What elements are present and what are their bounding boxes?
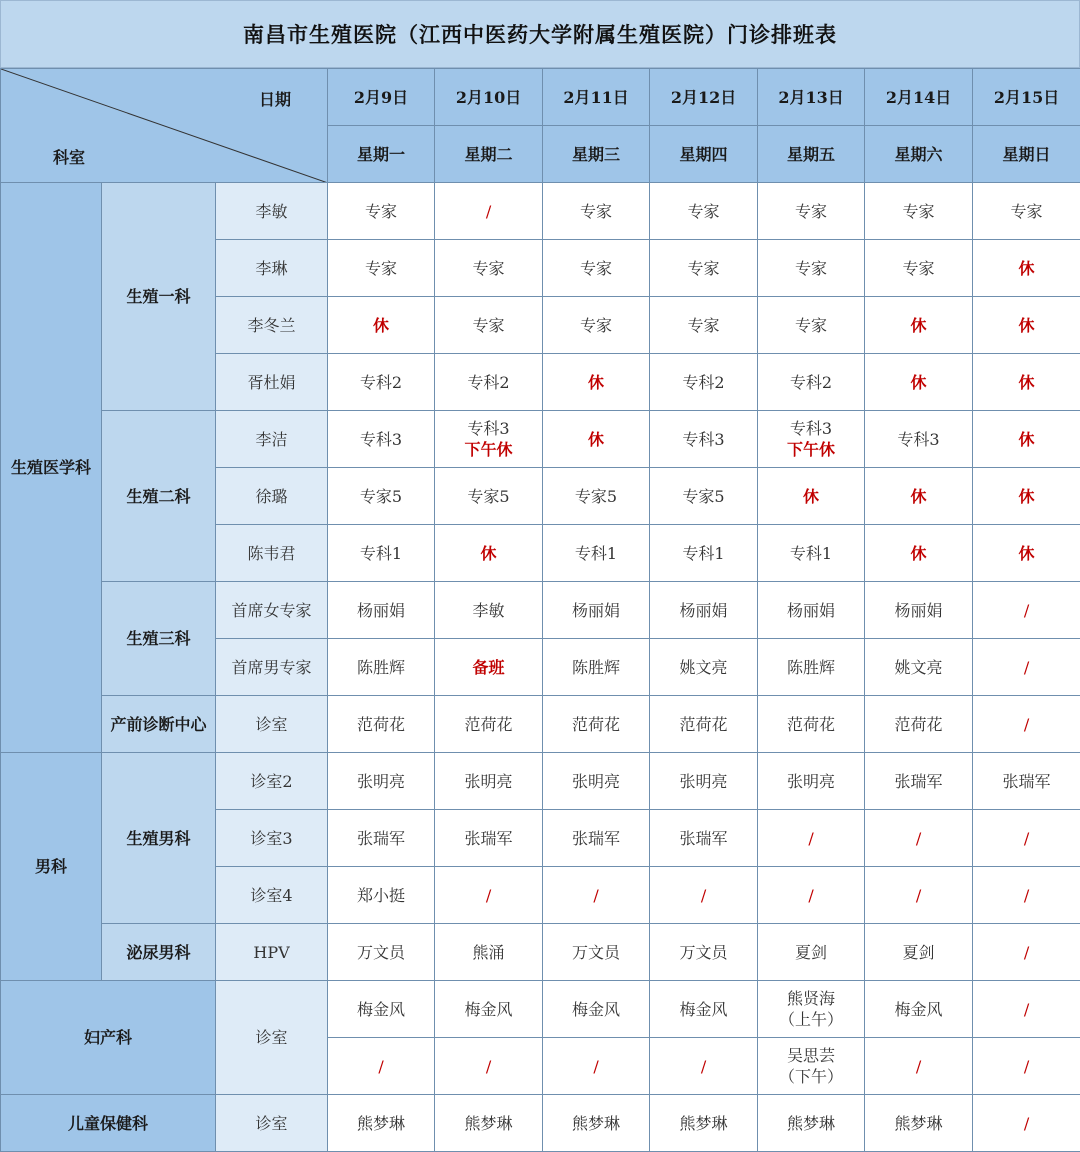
schedule-cell [650, 753, 758, 810]
schedule-cell-text: 专家 [435, 315, 542, 336]
schedule-cell-text: 休 [973, 315, 1080, 336]
schedule-cell [973, 1038, 1080, 1095]
schedule-cell-text: 杨丽娟 [543, 600, 649, 621]
schedule-cell-text: / [650, 1056, 757, 1077]
table-row [1, 981, 1080, 1038]
schedule-cell [543, 696, 650, 753]
doctor-cell: 诊室2 [216, 753, 328, 810]
schedule-cell [543, 639, 650, 696]
schedule-cell-text: / [543, 885, 649, 906]
subdepartment-cell: 生殖二科 [102, 411, 216, 582]
schedule-cell-text: 杨丽娟 [865, 600, 972, 621]
date-header: 2月11日 [543, 69, 650, 126]
schedule-cell-text: 专科1 [328, 543, 434, 564]
schedule-cell [973, 240, 1080, 297]
schedule-cell [435, 981, 543, 1038]
schedule-cell-text: 张瑞军 [328, 828, 434, 849]
schedule-cell-text: 张明亮 [758, 771, 864, 792]
schedule-cell [865, 1095, 973, 1152]
weekday-header: 星期五 [758, 126, 865, 183]
schedule-cell-text: 张明亮 [435, 771, 542, 792]
schedule-cell [435, 1095, 543, 1152]
schedule-cell-text: 休 [973, 258, 1080, 279]
schedule-cell-text: 陈胜辉 [328, 657, 434, 678]
schedule-cell [973, 468, 1080, 525]
schedule-cell-text: 专家 [435, 258, 542, 279]
schedule-cell-text: 陈胜辉 [758, 657, 864, 678]
schedule-cell [543, 981, 650, 1038]
schedule-cell-text: 专科1 [650, 543, 757, 564]
schedule-cell-text: 专科3 [758, 418, 864, 439]
doctor-cell: 李琳 [216, 240, 328, 297]
schedule-cell-text: / [758, 828, 864, 849]
schedule-cell [973, 924, 1080, 981]
schedule-cell-text: 休 [865, 372, 972, 393]
schedule-cell-text: / [973, 828, 1080, 849]
schedule-cell-text: 休 [973, 429, 1080, 450]
schedule-cell-text: 专科3 [865, 429, 972, 450]
schedule-cell-text: 专家5 [543, 486, 649, 507]
schedule-cell-text: 张瑞军 [865, 771, 972, 792]
schedule-cell [328, 297, 435, 354]
schedule-cell [328, 582, 435, 639]
schedule-cell-text: 梅金风 [435, 999, 542, 1020]
schedule-cell [435, 240, 543, 297]
diagonal-line [1, 69, 328, 183]
weekday-header: 星期六 [865, 126, 973, 183]
schedule-cell-text: 张瑞军 [543, 828, 649, 849]
schedule-cell [650, 468, 758, 525]
schedule-cell-text: 专家 [865, 201, 972, 222]
schedule-cell [328, 639, 435, 696]
date-header: 2月13日 [758, 69, 865, 126]
schedule-cell [650, 639, 758, 696]
schedule-cell-text: 专科2 [758, 372, 864, 393]
schedule-cell-text: 姚文亮 [650, 657, 757, 678]
schedule-cell [435, 297, 543, 354]
schedule-cell [650, 810, 758, 867]
schedule-cell-text: 李敏 [435, 600, 542, 621]
schedule-cell [758, 639, 865, 696]
schedule-cell-text: 专家5 [328, 486, 434, 507]
weekday-header: 星期三 [543, 126, 650, 183]
dept-axis-label: 科室 [53, 147, 85, 168]
schedule-cell [435, 468, 543, 525]
schedule-cell [328, 867, 435, 924]
schedule-cell-text: / [973, 885, 1080, 906]
schedule-cell-text: 范荷花 [758, 714, 864, 735]
schedule-cell-text: （下午） [758, 1066, 864, 1087]
schedule-cell [973, 354, 1080, 411]
department-cell: 生殖医学科 [1, 183, 102, 753]
schedule-cell-text: 陈胜辉 [543, 657, 649, 678]
schedule-cell [328, 354, 435, 411]
doctor-cell: 徐璐 [216, 468, 328, 525]
schedule-cell-text: 休 [543, 372, 649, 393]
schedule-cell [865, 981, 973, 1038]
schedule-cell [328, 924, 435, 981]
weekday-header: 星期一 [328, 126, 435, 183]
schedule-cell-text: / [973, 714, 1080, 735]
schedule-cell [435, 639, 543, 696]
schedule-cell [328, 525, 435, 582]
schedule-cell [543, 582, 650, 639]
schedule-cell-text: / [435, 201, 542, 222]
schedule-cell [328, 981, 435, 1038]
schedule-cell-text: / [758, 885, 864, 906]
schedule-cell-text: / [435, 885, 542, 906]
schedule-cell-text: 休 [435, 543, 542, 564]
schedule-cell-text: 专科3 [435, 418, 542, 439]
schedule-cell [973, 810, 1080, 867]
doctor-cell: 李洁 [216, 411, 328, 468]
schedule-cell [973, 525, 1080, 582]
schedule-cell [973, 582, 1080, 639]
schedule-cell [543, 1038, 650, 1095]
schedule-cell-text: 梅金风 [328, 999, 434, 1020]
schedule-cell [328, 753, 435, 810]
schedule-cell [650, 525, 758, 582]
schedule-cell [865, 297, 973, 354]
schedule-cell [865, 468, 973, 525]
doctor-cell: 诊室 [216, 981, 328, 1095]
schedule-cell [435, 696, 543, 753]
doctor-cell: 诊室 [216, 1095, 328, 1152]
schedule-cell-text: 夏剑 [865, 942, 972, 963]
schedule-cell-text: 专家 [543, 201, 649, 222]
schedule-cell-text: 郑小挺 [328, 885, 434, 906]
schedule-cell [758, 240, 865, 297]
doctor-cell: 李冬兰 [216, 297, 328, 354]
schedule-cell-text: 专家5 [650, 486, 757, 507]
schedule-cell [865, 183, 973, 240]
schedule-cell [865, 1038, 973, 1095]
schedule-cell [650, 1038, 758, 1095]
schedule-cell-text: 熊贤海 [758, 988, 864, 1009]
schedule-cell-text: 熊梦琳 [543, 1113, 649, 1134]
schedule-cell-text: 姚文亮 [865, 657, 972, 678]
schedule-cell [543, 297, 650, 354]
schedule-cell-text: / [328, 1056, 434, 1077]
schedule-cell-text: 熊梦琳 [758, 1113, 864, 1134]
schedule-cell-text: / [865, 885, 972, 906]
schedule-cell-text: 专家 [543, 315, 649, 336]
schedule-cell-text: 范荷花 [650, 714, 757, 735]
schedule-cell [758, 468, 865, 525]
schedule-cell [543, 525, 650, 582]
schedule-cell-text: 万文员 [650, 942, 757, 963]
schedule-cell-text: 休 [973, 486, 1080, 507]
doctor-cell: 李敏 [216, 183, 328, 240]
doctor-cell: 首席男专家 [216, 639, 328, 696]
schedule-cell [650, 240, 758, 297]
schedule-cell-text: 专科2 [650, 372, 757, 393]
weekday-header: 星期四 [650, 126, 758, 183]
schedule-cell-text: 张明亮 [543, 771, 649, 792]
table-row [1, 411, 1080, 468]
schedule-cell-text: 专家 [650, 201, 757, 222]
schedule-cell [435, 753, 543, 810]
schedule-cell-text: 张明亮 [328, 771, 434, 792]
schedule-cell-text: / [973, 657, 1080, 678]
schedule-cell [435, 810, 543, 867]
weekday-header: 星期二 [435, 126, 543, 183]
schedule-cell [435, 582, 543, 639]
schedule-cell [435, 867, 543, 924]
schedule-cell-text: 专家 [973, 201, 1080, 222]
schedule-cell [328, 1038, 435, 1095]
date-header: 2月14日 [865, 69, 973, 126]
subdepartment-cell: 生殖男科 [102, 753, 216, 924]
date-header: 2月15日 [973, 69, 1080, 126]
schedule-cell [328, 1095, 435, 1152]
schedule-cell-text: 专家 [758, 201, 864, 222]
schedule-cell [865, 411, 973, 468]
table-row [1, 1095, 1080, 1152]
schedule-cell [865, 240, 973, 297]
doctor-cell: HPV [216, 924, 328, 981]
schedule-cell-text: / [865, 1056, 972, 1077]
schedule-cell [328, 183, 435, 240]
schedule-cell [973, 981, 1080, 1038]
schedule-cell-text: 专家 [328, 258, 434, 279]
schedule-cell-text: 休 [865, 543, 972, 564]
schedule-cell [973, 1095, 1080, 1152]
schedule-table [0, 68, 1080, 1152]
schedule-cell [758, 354, 865, 411]
schedule-cell-text: / [973, 1056, 1080, 1077]
schedule-cell-text: 专家 [650, 315, 757, 336]
schedule-cell [973, 753, 1080, 810]
schedule-cell-text: 专家 [650, 258, 757, 279]
schedule-cell-text: 休 [865, 315, 972, 336]
schedule-cell [650, 924, 758, 981]
schedule-cell [435, 924, 543, 981]
schedule-cell [328, 696, 435, 753]
schedule-cell-text: 备班 [435, 657, 542, 678]
schedule-cell [543, 1095, 650, 1152]
schedule-cell [865, 582, 973, 639]
schedule-cell-text: 范荷花 [328, 714, 434, 735]
doctor-cell: 诊室4 [216, 867, 328, 924]
schedule-cell [435, 183, 543, 240]
corner-header [1, 69, 328, 183]
date-axis-label: 日期 [259, 89, 291, 110]
schedule-cell-text: 下午休 [758, 439, 864, 460]
table-row [1, 696, 1080, 753]
schedule-cell-text: 专科1 [758, 543, 864, 564]
schedule-cell-text: / [973, 1113, 1080, 1134]
schedule-cell-text: 梅金风 [650, 999, 757, 1020]
schedule-cell [973, 297, 1080, 354]
schedule-cell [650, 981, 758, 1038]
schedule-cell-text: / [973, 600, 1080, 621]
schedule-cell-text: 杨丽娟 [650, 600, 757, 621]
schedule-cell [650, 297, 758, 354]
subdepartment-cell: 产前诊断中心 [102, 696, 216, 753]
schedule-cell [973, 411, 1080, 468]
department-cell: 男科 [1, 753, 102, 981]
schedule-cell [328, 468, 435, 525]
schedule-cell [758, 183, 865, 240]
schedule-cell [650, 696, 758, 753]
schedule-cell [973, 867, 1080, 924]
subdepartment-cell: 生殖三科 [102, 582, 216, 696]
schedule-cell [758, 810, 865, 867]
page-title: 南昌市生殖医院（江西中医药大学附属生殖医院）门诊排班表 [0, 0, 1080, 68]
date-header: 2月9日 [328, 69, 435, 126]
schedule-cell [543, 924, 650, 981]
doctor-cell: 诊室3 [216, 810, 328, 867]
doctor-cell: 首席女专家 [216, 582, 328, 639]
schedule-cell-text: / [543, 1056, 649, 1077]
schedule-cell [650, 1095, 758, 1152]
schedule-cell-text: 万文员 [543, 942, 649, 963]
schedule-cell-text: 休 [758, 486, 864, 507]
schedule-cell-text: 专科3 [650, 429, 757, 450]
schedule-cell-text: / [650, 885, 757, 906]
schedule-cell [865, 867, 973, 924]
schedule-cell [543, 753, 650, 810]
schedule-cell [758, 1095, 865, 1152]
schedule-cell-text: 休 [973, 543, 1080, 564]
schedule-cell-text: 梅金风 [865, 999, 972, 1020]
date-header: 2月12日 [650, 69, 758, 126]
schedule-cell [865, 753, 973, 810]
subdepartment-cell: 泌尿男科 [102, 924, 216, 981]
schedule-cell [758, 525, 865, 582]
schedule-cell [758, 582, 865, 639]
schedule-cell [543, 468, 650, 525]
schedule-cell-text: / [435, 1056, 542, 1077]
schedule-cell-text: 专科1 [543, 543, 649, 564]
schedule-cell-text: / [865, 828, 972, 849]
schedule-cell-text: 万文员 [328, 942, 434, 963]
schedule-cell-text: 休 [973, 372, 1080, 393]
doctor-cell: 陈韦君 [216, 525, 328, 582]
schedule-cell-text: 专家 [543, 258, 649, 279]
schedule-cell-text: 范荷花 [543, 714, 649, 735]
schedule-cell-text: 熊梦琳 [328, 1113, 434, 1134]
schedule-cell [865, 810, 973, 867]
schedule-cell [758, 867, 865, 924]
schedule-cell-text: 专科3 [328, 429, 434, 450]
schedule-cell [435, 411, 543, 468]
schedule-cell [650, 582, 758, 639]
weekday-header: 星期日 [973, 126, 1080, 183]
schedule-cell [973, 639, 1080, 696]
doctor-cell: 胥杜娟 [216, 354, 328, 411]
subdepartment-cell: 生殖一科 [102, 183, 216, 411]
schedule-cell [543, 183, 650, 240]
schedule-cell [650, 183, 758, 240]
table-row [1, 582, 1080, 639]
schedule-cell [865, 354, 973, 411]
schedule-cell-text: 熊涌 [435, 942, 542, 963]
schedule-cell [865, 639, 973, 696]
schedule-cell-text: 张瑞军 [650, 828, 757, 849]
schedule-cell [758, 696, 865, 753]
schedule-cell [973, 183, 1080, 240]
schedule-cell-text: 熊梦琳 [435, 1113, 542, 1134]
schedule-cell [328, 411, 435, 468]
schedule-cell [543, 354, 650, 411]
doctor-cell: 诊室 [216, 696, 328, 753]
schedule-cell-text: 专家 [865, 258, 972, 279]
schedule-cell [865, 696, 973, 753]
schedule-cell-text: 吴思芸 [758, 1045, 864, 1066]
schedule-cell [758, 1038, 865, 1095]
schedule-cell-text: （上午） [758, 1009, 864, 1030]
schedule-cell-text: 专家 [328, 201, 434, 222]
schedule-cell-text: 张明亮 [650, 771, 757, 792]
schedule-cell-text: 专家 [758, 315, 864, 336]
schedule-cell [650, 411, 758, 468]
schedule-cell-text: / [973, 942, 1080, 963]
schedule-cell [328, 240, 435, 297]
schedule-cell-text: 下午休 [435, 439, 542, 460]
schedule-cell [328, 810, 435, 867]
schedule-cell-text: 张瑞军 [435, 828, 542, 849]
schedule-cell [758, 981, 865, 1038]
schedule-cell-text: 专科2 [435, 372, 542, 393]
schedule-cell-text: 杨丽娟 [328, 600, 434, 621]
schedule-cell [973, 696, 1080, 753]
schedule-cell [543, 411, 650, 468]
schedule-cell [758, 753, 865, 810]
schedule-cell [543, 810, 650, 867]
date-header: 2月10日 [435, 69, 543, 126]
schedule-cell-text: 张瑞军 [973, 771, 1080, 792]
schedule-cell-text: / [973, 999, 1080, 1020]
schedule-cell [435, 354, 543, 411]
schedule-cell-text: 专家5 [435, 486, 542, 507]
schedule-cell-text: 熊梦琳 [865, 1113, 972, 1134]
schedule-cell [758, 411, 865, 468]
schedule-cell-text: 熊梦琳 [650, 1113, 757, 1134]
schedule-cell-text: 夏剑 [758, 942, 864, 963]
schedule-cell-text: 范荷花 [435, 714, 542, 735]
schedule-cell [543, 240, 650, 297]
schedule-cell [435, 1038, 543, 1095]
schedule-cell-text: 范荷花 [865, 714, 972, 735]
schedule-cell-text: 休 [543, 429, 649, 450]
table-row [1, 924, 1080, 981]
schedule-cell [650, 867, 758, 924]
schedule-cell [758, 924, 865, 981]
schedule-cell [758, 297, 865, 354]
schedule-cell-text: 杨丽娟 [758, 600, 864, 621]
table-row [1, 753, 1080, 810]
schedule-cell-text: 休 [865, 486, 972, 507]
schedule-cell-text: 梅金风 [543, 999, 649, 1020]
schedule-cell [543, 867, 650, 924]
schedule-cell-text: 专科2 [328, 372, 434, 393]
department-cell: 妇产科 [1, 981, 216, 1095]
department-cell: 儿童保健科 [1, 1095, 216, 1152]
schedule-cell [865, 525, 973, 582]
table-row [1, 183, 1080, 240]
schedule-cell-text: 专家 [758, 258, 864, 279]
schedule-cell [650, 354, 758, 411]
schedule-cell-text: 休 [328, 315, 434, 336]
schedule-cell [865, 924, 973, 981]
schedule-cell [435, 525, 543, 582]
